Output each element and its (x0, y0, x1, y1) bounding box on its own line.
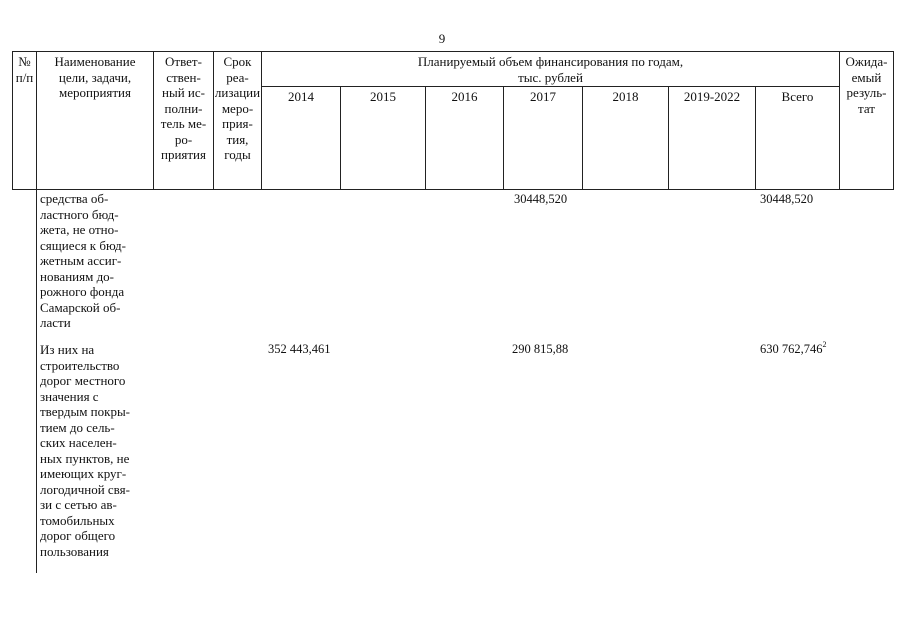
table-row: Из них на строительство дорог местного значения с твердым покры- тием до сель- ских населен- ных пунктов, не имеющих круг- логодичной свя- зи с сетью ав- томобильных дорог общего пользования (40, 342, 131, 559)
header-responsible: Ответ- ствен- ный ис- полни- тель ме- ро- приятия (160, 54, 207, 162)
row1-value-2017: 30448,520 (514, 192, 568, 206)
header-name: Наименование цели, задачи, мероприятия (54, 54, 136, 100)
header-total: Всего (781, 89, 814, 104)
col-border (893, 51, 894, 190)
row2-value-2017: 290 815,88 (512, 342, 569, 356)
header-year-2015: 2015 (370, 89, 396, 104)
header-term: Срок реа- лизации меро- прия- тия, годы (214, 54, 261, 162)
header-financing-title: Планируемый объем финансирования по годам, тыс. рублей (417, 54, 684, 85)
page-number: 9 (438, 31, 446, 46)
header-result: Ожида- емый резуль- тат (845, 54, 888, 116)
years-divider (261, 86, 839, 87)
header-year-2018: 2018 (612, 89, 639, 104)
header-year-2019-2022: 2019-2022 (683, 89, 741, 104)
col-border (36, 189, 37, 573)
header-year-2016: 2016 (451, 89, 478, 104)
row2-value-2014: 352 443,461 (268, 342, 331, 356)
table-top-border (12, 51, 893, 52)
footnote-mark: 2 (822, 339, 827, 349)
row2-value-total: 630 762,746$^2$ (760, 339, 827, 356)
table-row: средства об- ластного бюд- жета, не отно- сящиеся к бюд- жетным ассиг- нованиям до- рожного фонда Самарской об- ласти (40, 191, 126, 330)
row1-value-total: 30448,520 (760, 192, 814, 206)
header-bottom-border (12, 189, 893, 190)
header-num: № п/п (15, 54, 34, 85)
header-year-2017: 2017 (530, 89, 556, 104)
header-year-2014: 2014 (288, 89, 314, 104)
